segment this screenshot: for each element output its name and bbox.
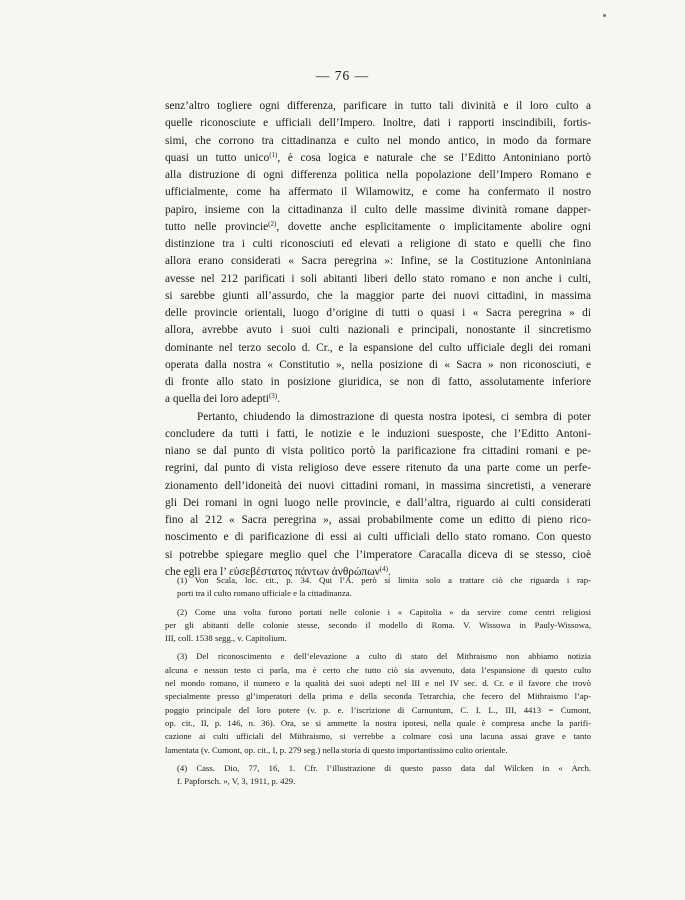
text-line — [165, 529, 591, 546]
footnote-line — [165, 619, 591, 632]
footnote-line-text: specialmente presso gl’imperatori della prima e della seconda Tetrarchia, che fecero del Mithraismo l’ap- — [165, 691, 591, 702]
text-line — [165, 443, 591, 460]
footnote-line-text: per gli abitanti delle colonie stesse, secondo il modello di Roma. V. Wissowa in Pauly-Wissowa, — [165, 619, 591, 630]
footnote-line — [165, 632, 591, 645]
footnote-line — [165, 606, 591, 619]
text-line-text: avesse nel 212 parificati i soli abitanti liberi dello stato romano e non anche i culti, — [165, 272, 591, 285]
text-line-text: gli Dei romani in ogni luogo nelle provincie, e dall’altra, riguardo ai culti considerati — [165, 496, 591, 509]
text-line-text: regrini, dal punto di vista religioso deve essere ritenuto da una parte come un perfe- — [165, 462, 591, 475]
text-line — [165, 391, 591, 408]
scan-speck — [603, 14, 606, 17]
footnote-line-text: lamentata (v. Cumont, op. cit., I, p. 279 seg.) nella storia di questo importantissimo culto orientale. — [165, 744, 508, 755]
text-line-text: a quella dei loro adepti — [165, 393, 269, 406]
text-line — [165, 202, 591, 219]
footnote-line — [165, 704, 591, 717]
footnote-line — [165, 717, 591, 730]
text-line-text: alla distruzione di ogni differenza politica nella popolazione dell’Impero Romano e — [165, 169, 591, 181]
text-line — [165, 288, 591, 305]
text-line — [165, 253, 591, 270]
footnote-line-text: cazione ai culti ufficiali del Mithraismo, si verrebbe a colmare così una lacuna assai grave e tanto — [165, 731, 591, 742]
text-line — [165, 460, 591, 477]
footnote-line — [165, 730, 591, 743]
footnote-line-text: op. cit., II, p. 146, n. 36). Ora, se si ammette la nostra ipotesi, nella quale è compresa anche la parifi- — [165, 717, 591, 728]
footnote-line — [165, 744, 591, 757]
text-line — [165, 426, 591, 443]
footnote-line-text: (3) Del riconoscimento e dell’elevazione a culto di stato del Mithraismo non abbiamo notizia — [177, 651, 591, 662]
footnote-marker: (2) — [268, 219, 277, 228]
text-line — [165, 547, 591, 564]
text-line-text: concludere da tutti i fatti, le notizie e le induzioni suesposte, che l’Editto Antoni- — [165, 427, 591, 440]
text-line-text: allora erano considerati « Sacra peregrina »: Infine, se la Costituzione Antoniniana — [165, 255, 591, 268]
text-line-text: fino al 212 « Sacra peregrina », assai probabilmente come un editto di pieno rico- — [165, 514, 591, 526]
text-line — [165, 236, 591, 253]
text-line-text: ufficialmente, come ha affermato il Wilamowitz, e come ha confermato il nostro — [165, 186, 591, 199]
text-line-text-cont: . — [387, 565, 391, 578]
text-line-text: si potrebbe spiegare meglio quel che l’imperatore Caracalla diceva di se stesso, cioè — [165, 548, 591, 561]
text-line-text-cont: . — [277, 393, 280, 406]
text-line-text: si sarebbe giunti all’assurdo, che la maggior parte dei nuovi cittadini, in massima — [165, 289, 591, 302]
text-line — [165, 271, 591, 288]
text-line-text: niano se dal punto di vista politico portò la parificazione fra cittadini romani e pe- — [165, 445, 591, 457]
text-line-text: zionamento dell’idoneità dei nuovi cittadini romani, in massima sincretisti, a venerare — [165, 479, 591, 492]
footnote-marker: (1) — [269, 150, 278, 159]
text-line — [165, 167, 591, 184]
text-line — [165, 322, 591, 339]
text-line — [165, 184, 591, 201]
page-number: — 76 — — [315, 68, 370, 83]
footnote-line-text: (1) Von Scala, loc. cit., p. 34. Qui l’A. però si limita solo a trattare ciò che riguarda i rap- — [177, 575, 591, 585]
text-line — [165, 133, 591, 150]
footnote-line — [165, 677, 591, 690]
text-line — [165, 305, 591, 322]
footnote-line — [165, 587, 591, 600]
text-line — [165, 115, 591, 132]
footnote-line — [165, 574, 591, 587]
text-line-text: quelle riconosciute e ufficiali dell’Impero. Inoltre, dati i rapporti inscindibili, fortis- — [165, 117, 591, 130]
footnote-line — [165, 762, 591, 775]
footnote-line-text: nel mondo romano, il numero e la qualità dei suoi adepti nel III e nel IV sec. d. Cr. e il favore che trovò — [165, 678, 591, 689]
text-line-text: di fronte allo stato in posizione giuridica, se non di fatto, assolutamente inferiore — [165, 376, 591, 388]
footnotes — [165, 574, 591, 788]
text-line — [165, 409, 591, 426]
text-line — [165, 98, 591, 115]
text-line-text: allora, avrebbe avuto i suoi culti nazionali e principali, nonostante il sincretismo — [165, 324, 591, 337]
text-line — [165, 495, 591, 512]
text-line — [165, 512, 591, 529]
text-line — [165, 478, 591, 495]
footnote-line-text: (4) Cass. Dio, 77, 16, 1. Cfr. l’illustrazione di questo passo data dal Wilcken in « Arch. — [177, 762, 591, 773]
footnote-line-text: III, coll. 1538 segg., v. Capitolium. — [165, 633, 287, 644]
text-line-text: papiro, insieme con la cittadinanza il culto delle massime divinità romane dapper- — [165, 203, 591, 216]
text-line-text: Pertanto, chiudendo la dimostrazione di questa nostra ipotesi, ci sembra di poter — [197, 410, 591, 423]
text-line-text: tutto nelle provincie — [165, 220, 269, 233]
text-line — [165, 150, 591, 167]
main-text — [165, 98, 591, 581]
text-line — [165, 219, 591, 236]
footnote-line-text: f. Papforsch. », V, 3, 1911, p. 429. — [177, 776, 296, 787]
text-line-text: distinzione tra i culti riconosciuti ed elevati a religione di stato e quelli che fino — [165, 238, 591, 250]
footnote-line-text: alcuna e nessun testo ci parla, ma è certo che tutto ciò sia avvenuto, data l’espansione di questo culto — [165, 664, 591, 675]
text-line-text: senz’altro togliere ogni differenza, parificare in tutto tali divinità e il loro culto a — [165, 100, 591, 112]
text-line-text: quasi un tutto unico — [165, 151, 270, 164]
footnote-marker: (4) — [379, 564, 388, 573]
text-line — [165, 340, 591, 357]
footnote-line-text: (2) Come una volta furono portati nelle colonie i « Capitolia » da servire come centri religiosi — [177, 606, 591, 617]
text-line-text-cont: , dovette anche esplicitamente o implicitamente abolire ogni — [276, 220, 591, 233]
footnote-line-text: porti tra il culto romano ufficiale e la cittadinanza. — [177, 588, 352, 599]
text-line-text: delle provincie orientali, luogo d’origine di tutti o quasi i « Sacra peregrina » di — [165, 307, 591, 319]
text-line-text: dominante nel terzo secolo d. Cr., e la espansione del culto ufficiale degli dei romani — [165, 341, 591, 354]
text-line — [165, 374, 591, 391]
footnote-line — [165, 775, 591, 788]
footnote-line — [165, 664, 591, 677]
text-line-text: operata dalla nostra « Constitutio », nella posizione di « Sacra » non riconosciuti, e — [165, 358, 591, 371]
text-line-text: simi, che corrono tra cittadinanza e culto nel mondo antico, in modo da formare — [165, 134, 591, 147]
footnote-line — [165, 690, 591, 703]
footnote-marker: (3) — [268, 392, 278, 401]
footnote-line — [165, 650, 591, 663]
text-line-text: che egli era l’ εὐσεβέστατος πάντων ἀνθρώπων — [165, 565, 380, 578]
footnote-line-text: poggio principale del loro potere (v. p. e. l’iscrizione di Carnuntum, C. I. L., III, 4413 = Cumont, — [165, 704, 591, 715]
text-line-text: noscimento e di parificazione di essi ai culti ufficiali dello stato romano. Con questo — [165, 531, 591, 544]
text-line-text-cont: , è cosa logica e naturale che se l’Editto Antoniniano portò — [277, 151, 591, 164]
text-line — [165, 357, 591, 374]
